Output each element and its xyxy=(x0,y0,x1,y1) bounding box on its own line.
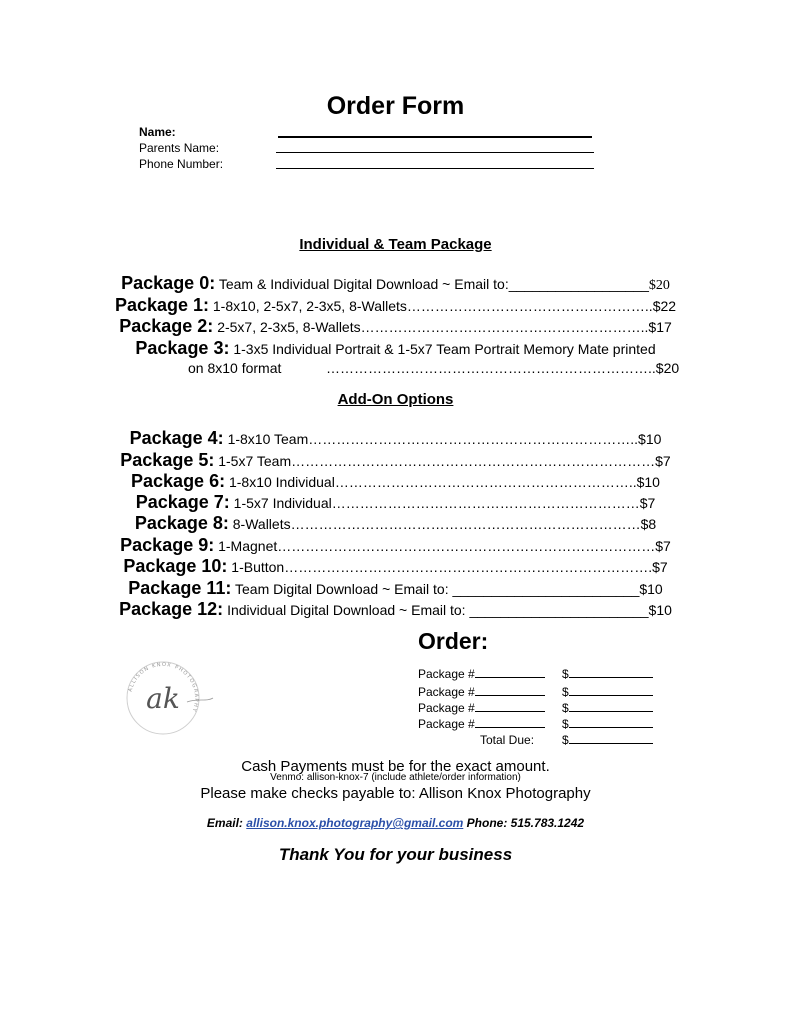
logo-ring-text: ALLISON KNOX PHOTOGRAPHY xyxy=(127,661,200,714)
order-package-label: Package # xyxy=(418,685,475,699)
package-label: Package 5: xyxy=(120,450,215,470)
name-field[interactable] xyxy=(278,136,592,138)
package-description: 1-8x10, 2-5x7, 2-3x5, 8-Wallets…………………………………………….. xyxy=(212,298,653,314)
phone-number-field[interactable] xyxy=(276,168,594,169)
order-dollar-sign: $ xyxy=(562,667,569,681)
order-line xyxy=(418,717,545,731)
package-label: Package 12: xyxy=(119,599,224,619)
allison-knox-logo-icon xyxy=(117,658,217,738)
parents-name-label: Parents Name: xyxy=(139,141,220,155)
order-package-field[interactable] xyxy=(475,667,545,678)
package-price: $8 xyxy=(640,516,657,532)
order-dollar-sign: $ xyxy=(562,733,569,747)
package-label: Package 4: xyxy=(129,428,224,448)
section-heading-addons: Add-On Options xyxy=(337,391,454,408)
package-row xyxy=(0,556,791,577)
name-label: Name: xyxy=(139,125,176,139)
package-description: 2-5x7, 2-3x5, 8-Wallets…………………………………………………….. xyxy=(217,319,649,335)
package-description: 1-Button……………………………………………………………………. xyxy=(231,559,653,575)
total-due-field[interactable] xyxy=(569,733,653,744)
package-row xyxy=(0,492,791,513)
package-3-leader xyxy=(326,360,679,376)
thank-you-message: Thank You for your business xyxy=(278,845,513,864)
package-price: $10 xyxy=(639,581,663,597)
package-price: $17 xyxy=(648,319,672,335)
package-description: 1-3x5 Individual Portrait & 1-5x7 Team Portrait Memory Mate printed xyxy=(233,341,656,357)
order-package-label: Package # xyxy=(418,717,475,731)
package-row xyxy=(0,471,791,492)
package-price: $10 xyxy=(636,474,660,490)
package-price: $10 xyxy=(638,431,662,447)
package-description: 1-8x10 Individual……………………………………………………….. xyxy=(228,474,637,490)
order-package-label: Package # xyxy=(418,701,475,715)
order-amount-field[interactable] xyxy=(569,667,653,678)
package-description: 1-8x10 Team…………………………………………………………….. xyxy=(227,431,639,447)
package-label: Package 1: xyxy=(114,295,209,315)
venmo-note: Venmo: allison-knox-7 (include athlete/order information) xyxy=(270,772,521,783)
order-dollar-sign: $ xyxy=(562,685,569,699)
phone-number-label: Phone Number: xyxy=(139,157,224,171)
package-label: Package 2: xyxy=(119,316,214,336)
order-amount xyxy=(562,685,653,699)
section-heading-packages: Individual & Team Package xyxy=(299,236,492,253)
order-dollar-sign: $ xyxy=(562,717,569,731)
order-line xyxy=(418,667,545,681)
package-description: Team & Individual Digital Download ~ Email to:__________________ xyxy=(218,276,649,292)
total-due-label: Total Due: xyxy=(480,733,535,747)
order-amount xyxy=(562,667,653,681)
order-package-label: Package # xyxy=(418,667,475,681)
order-package-field[interactable] xyxy=(475,701,545,712)
package-price: $7 xyxy=(639,495,656,511)
package-label: Package 10: xyxy=(123,556,228,576)
package-description: 1-Magnet……………………………………………………………………… xyxy=(218,538,656,554)
order-package-field[interactable] xyxy=(475,685,545,696)
package-row xyxy=(0,428,791,449)
order-amount xyxy=(562,701,653,715)
logo-monogram: ak xyxy=(146,682,180,715)
order-amount-field[interactable] xyxy=(569,717,653,728)
package-3-continuation: on 8x10 format xyxy=(188,360,282,376)
total-due-amount xyxy=(562,733,653,747)
phone-text: Phone: 515.783.1242 xyxy=(463,816,585,830)
package-row xyxy=(0,316,791,337)
cash-payment-note: Cash Payments must be for the exact amount. xyxy=(241,758,550,775)
email-link[interactable]: allison.knox.photography@gmail.com xyxy=(246,816,464,830)
package-label: Package 0: xyxy=(121,273,216,293)
package-price: $20 xyxy=(655,360,680,376)
package-price: $7 xyxy=(655,453,671,469)
parents-name-field[interactable] xyxy=(276,152,594,153)
package-description: Individual Digital Download ~ Email to: _______________________ xyxy=(227,602,649,618)
package-row xyxy=(0,338,791,359)
package-row xyxy=(0,578,791,599)
package-label: Package 9: xyxy=(120,535,215,555)
email-label: Email: xyxy=(206,816,247,830)
package-row xyxy=(0,535,791,556)
package-row xyxy=(0,273,791,294)
package-row xyxy=(0,513,791,534)
order-dollar-sign: $ xyxy=(562,701,569,715)
package-price: $10 xyxy=(648,602,672,618)
checks-payable-note: Please make checks payable to: Allison Knox Photography xyxy=(200,785,591,802)
order-line xyxy=(418,701,545,715)
order-line xyxy=(418,685,545,699)
order-amount-field[interactable] xyxy=(569,685,653,696)
package-row xyxy=(0,599,791,620)
order-amount-field[interactable] xyxy=(569,701,653,712)
package-label: Package 8: xyxy=(134,513,229,533)
package-3-dots: …………………………………………………………….. xyxy=(326,360,656,376)
order-heading: Order: xyxy=(418,628,489,654)
package-description: 8-Wallets………………………………………………………………… xyxy=(232,516,641,532)
package-price: $20 xyxy=(648,278,670,293)
page-title: Order Form xyxy=(326,92,465,120)
contact-line xyxy=(0,816,791,830)
package-description: 1-5x7 Team…………………………………………………………………… xyxy=(218,453,656,469)
package-description: Team Digital Download ~ Email to: ________________________ xyxy=(235,581,640,597)
package-price: $22 xyxy=(652,298,677,314)
package-label: Package 6: xyxy=(131,471,226,491)
package-price: $7 xyxy=(652,559,668,575)
package-label: Package 11: xyxy=(128,578,232,598)
order-amount xyxy=(562,717,653,731)
package-description: 1-5x7 Individual………………………………………………………… xyxy=(233,495,640,511)
package-row xyxy=(0,450,791,471)
package-price: $7 xyxy=(655,538,671,554)
order-package-field[interactable] xyxy=(475,717,545,728)
package-label: Package 3: xyxy=(135,338,230,358)
logo-graphic xyxy=(117,658,217,738)
package-label: Package 7: xyxy=(135,492,230,512)
package-row xyxy=(0,295,791,316)
